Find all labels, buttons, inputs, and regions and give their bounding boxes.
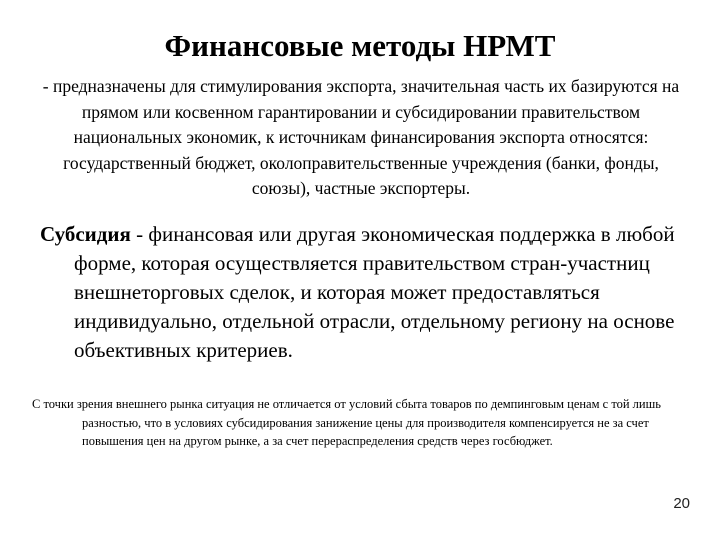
definition-term: Субсидия [40,222,131,246]
subsidy-definition [40,220,700,365]
market-note: С точки зрения внешнего рынка ситуация не отличается от условий сбыта товаров по демпинговым ценам с той лишь разностью, что в условиях субсидирования занижение цены для производителя компенсируется не за счет повышения цен на другом рынке, а за счет перераспределения средств через госбюджет. [32,397,661,448]
page-number: 20 [673,495,690,512]
intro-paragraph: - предназначены для стимулирования экспорта, значительная часть их базируются на прямом или косвенном гарантировании и субсидировании правительством национальных экономик, к источникам финансирования экспорта относятся: государственный бюджет, околоправительственные учреждения (банки, фонды, союзы), частные экспортеры. [42,76,680,198]
definition-text: - финансовая или другая экономическая поддержка в любой форме, которая осуществляется правительством стран-участниц внешнеторговых сделок, и которая может предоставляться индивидуально, отдельной отрасли, отдельному региону на основе объективных критериев. [74,222,675,362]
slide-title: Финансовые методы НРМТ [164,28,556,63]
